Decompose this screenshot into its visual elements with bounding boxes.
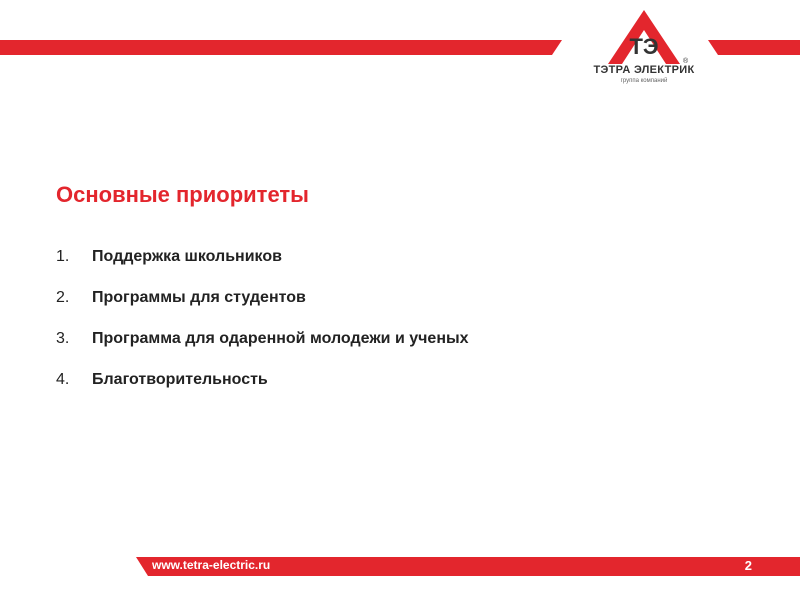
header-accent-band-right xyxy=(708,40,800,55)
logo-registered-mark: ® xyxy=(683,58,689,65)
list-item-text: Программы для студентов xyxy=(92,289,306,306)
priority-list xyxy=(56,248,469,412)
list-item-number: 3. xyxy=(56,330,70,347)
list-item-number: 4. xyxy=(56,371,70,388)
footer-left-cutout xyxy=(0,557,148,576)
logo-subtitle: группа компаний xyxy=(620,78,668,84)
footer-website-link[interactable]: www.tetra-electric.ru xyxy=(152,558,271,572)
logo-mark-icon xyxy=(598,8,690,64)
logo-monogram: ТЭ xyxy=(629,34,659,59)
header-accent-band-left xyxy=(0,40,562,55)
list-item-number: 1. xyxy=(56,248,70,265)
list-item-text: Благотворительность xyxy=(92,371,268,388)
list-item xyxy=(56,371,469,412)
logo-company-name: ТЭТРА ЭЛЕКТРИК xyxy=(593,64,695,76)
list-item-number: 2. xyxy=(56,289,70,306)
slide-title: Основные приоритеты xyxy=(56,182,309,207)
list-item xyxy=(56,330,469,371)
list-item-text: Поддержка школьников xyxy=(92,248,282,265)
list-item-text: Программа для одаренной молодежи и ученых xyxy=(92,330,469,347)
company-logo xyxy=(588,8,700,88)
list-item xyxy=(56,248,469,289)
page-number: 2 xyxy=(744,558,752,573)
list-item xyxy=(56,289,469,330)
